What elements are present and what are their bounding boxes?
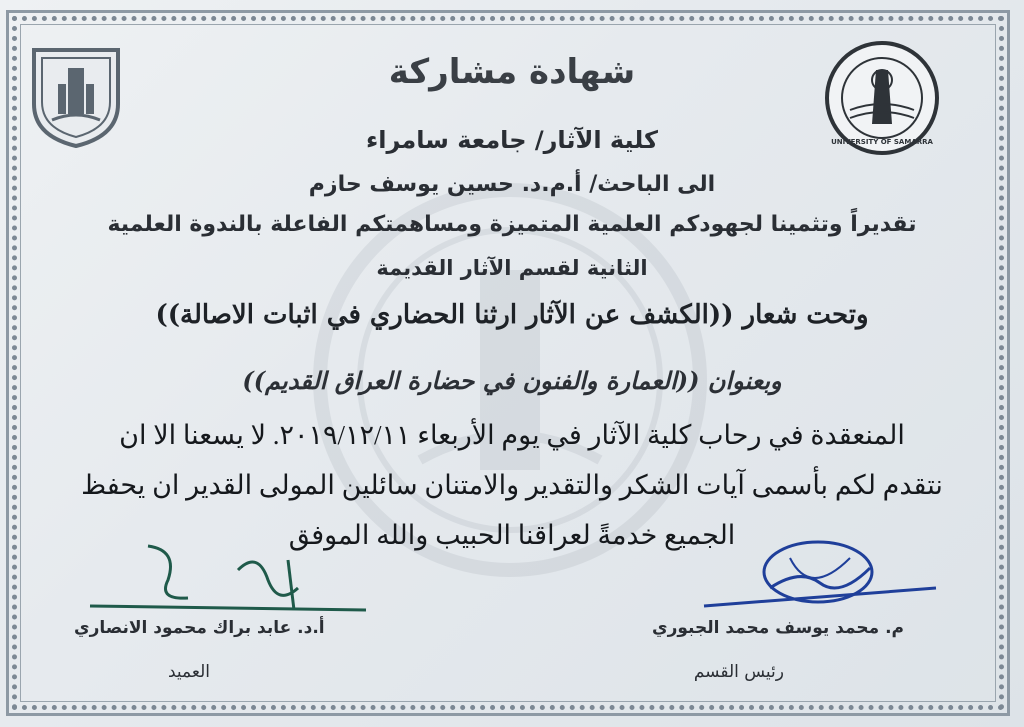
certificate-title: شهادة مشاركة	[388, 52, 636, 92]
head-of-department-signature	[700, 528, 940, 618]
seal-text: UNIVERSITY OF SAMARRA	[831, 138, 933, 146]
college-name: كلية الآثار/ جامعة سامراء	[365, 126, 659, 154]
seminar-slogan: وتحت شعار ((الكشف عن الآثار ارثنا الحضاري في اثبات الاصالة))	[155, 300, 869, 330]
recipient-line: الى الباحث/ أ.م.د. حسين يوسف حازم	[308, 172, 716, 197]
dean-title: العميد	[168, 662, 210, 682]
head-of-department-title: رئيس القسم	[693, 662, 784, 682]
body-line-2: نتقدم لكم بأسمى آيات الشكر والتقدير والامتنان سائلين المولى القدير ان يحفظ	[81, 470, 943, 500]
dean-name: أ.د. عابد براك محمود الانصاري	[74, 618, 325, 638]
appreciation-line-1: تقديراً وتثمينا لجهودكم العلمية المتميزة ومساهمتكم الفاعلة بالندوة العلمية	[107, 212, 917, 237]
seminar-theme: وبعنوان ((العمارة والفنون في حضارة العراق القديم))	[242, 366, 782, 395]
head-of-department-name: م. محمد يوسف محمد الجبوري	[651, 618, 904, 638]
body-line-1: المنعقدة في رحاب كلية الآثار في يوم الأربعاء ٢٠١٩/١٢/١١. لا يسعنا الا ان	[119, 420, 905, 450]
body-line-3: الجميع خدمةً لعراقنا الحبيب والله الموفق	[288, 520, 736, 550]
dean-signature	[88, 540, 368, 620]
appreciation-line-2: الثانية لقسم الآثار القديمة	[376, 256, 648, 280]
